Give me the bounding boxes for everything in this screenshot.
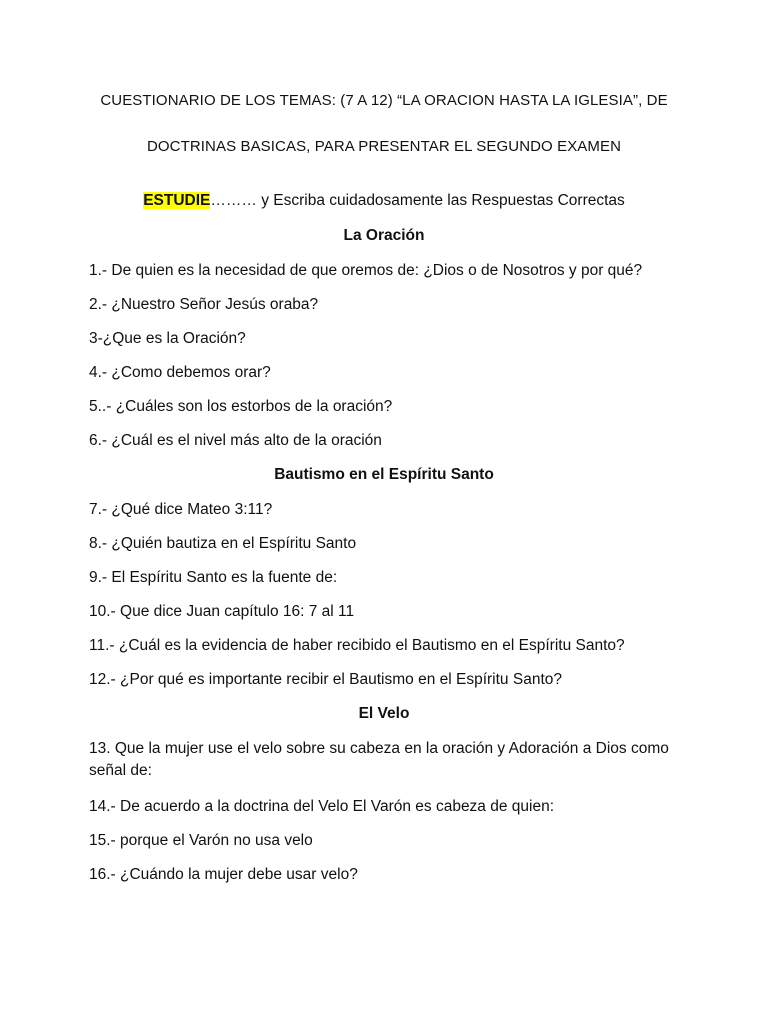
title-line-1: CUESTIONARIO DE LOS TEMAS: (7 A 12) “LA ORACION HASTA LA IGLESIA”, DE [100, 92, 668, 109]
question-item: 4.- ¿Como debemos orar? [89, 364, 271, 381]
question-item: 11.- ¿Cuál es la evidencia de haber recibido el Bautismo en el Espíritu Santo? [89, 637, 625, 654]
instruction-text: ……… y Escriba cuidadosamente las Respuestas Correctas [210, 192, 625, 209]
question-item: 1.- De quien es la necesidad de que oremos de: ¿Dios o de Nosotros y por qué? [89, 262, 643, 279]
question-item: 6.- ¿Cuál es el nivel más alto de la oración [89, 432, 382, 449]
question-item: 10.- Que dice Juan capítulo 16: 7 al 11 [89, 603, 355, 620]
question-item: 12.- ¿Por qué es importante recibir el Bautismo en el Espíritu Santo? [89, 671, 562, 688]
section-heading-oracion: La Oración [343, 227, 425, 244]
title-line-2: DOCTRINAS BASICAS, PARA PRESENTAR EL SEGUNDO EXAMEN [146, 138, 622, 155]
question-item: 5..- ¿Cuáles son los estorbos de la oración? [89, 398, 393, 415]
question-item: 7.- ¿Qué dice Mateo 3:11? [89, 501, 273, 518]
instruction-line [0, 192, 768, 210]
section-heading-velo: El Velo [358, 705, 410, 722]
question-item: 15.- porque el Varón no usa velo [89, 832, 313, 849]
question-item: 2.- ¿Nuestro Señor Jesús oraba? [89, 296, 319, 313]
question-item: 14.- De acuerdo a la doctrina del Velo El Varón es cabeza de quien: [89, 798, 555, 815]
question-item: 9.- El Espíritu Santo es la fuente de: [89, 569, 338, 586]
question-item: 13. Que la mujer use el velo sobre su cabeza en la oración y Adoración a Dios como señal de: [89, 740, 669, 779]
question-item: 8.- ¿Quién bautiza en el Espíritu Santo [89, 535, 357, 552]
question-item: 16.- ¿Cuándo la mujer debe usar velo? [89, 866, 358, 883]
instruction-highlight: ESTUDIE [143, 192, 211, 209]
question-item: 3-¿Que es la Oración? [89, 330, 246, 347]
section-heading-bautismo: Bautismo en el Espíritu Santo [274, 466, 494, 483]
